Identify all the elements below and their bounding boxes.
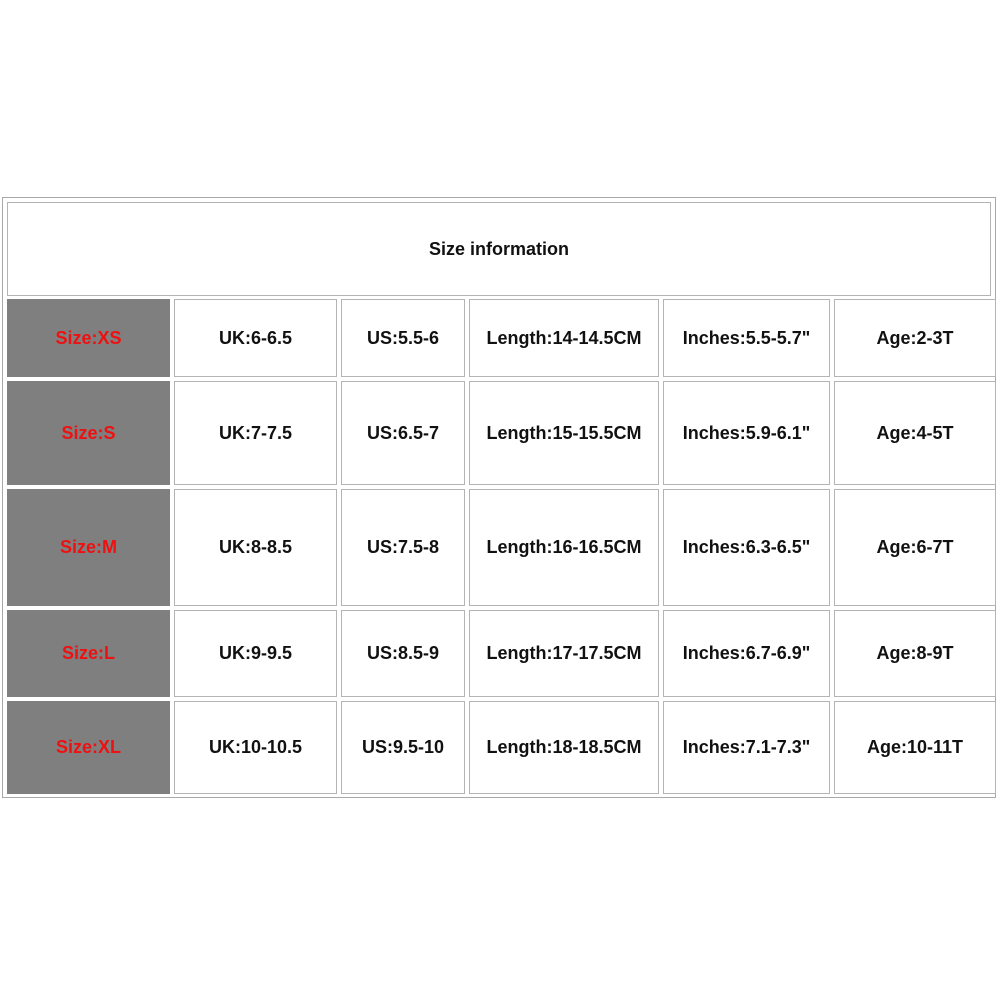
inches-xs: Inches:5.5-5.7" — [663, 299, 830, 377]
size-label-xl: Size:XL — [7, 701, 170, 794]
uk-size-s: UK:7-7.5 — [174, 381, 337, 485]
age-m: Age:6-7T — [834, 489, 996, 606]
inches-l: Inches:6.7-6.9" — [663, 610, 830, 697]
size-label-s: Size:S — [7, 381, 170, 485]
inches-s: Inches:5.9-6.1" — [663, 381, 830, 485]
table-title: Size information — [7, 202, 991, 296]
size-label-l: Size:L — [7, 610, 170, 697]
size-label-xs: Size:XS — [7, 299, 170, 377]
uk-size-m: UK:8-8.5 — [174, 489, 337, 606]
length-l: Length:17-17.5CM — [469, 610, 659, 697]
size-label-m: Size:M — [7, 489, 170, 606]
us-size-xs: US:5.5-6 — [341, 299, 465, 377]
inches-m: Inches:6.3-6.5" — [663, 489, 830, 606]
length-s: Length:15-15.5CM — [469, 381, 659, 485]
age-xl: Age:10-11T — [834, 701, 996, 794]
uk-size-xs: UK:6-6.5 — [174, 299, 337, 377]
age-s: Age:4-5T — [834, 381, 996, 485]
size-table — [2, 197, 996, 798]
uk-size-xl: UK:10-10.5 — [174, 701, 337, 794]
age-l: Age:8-9T — [834, 610, 996, 697]
length-m: Length:16-16.5CM — [469, 489, 659, 606]
age-xs: Age:2-3T — [834, 299, 996, 377]
length-xs: Length:14-14.5CM — [469, 299, 659, 377]
us-size-m: US:7.5-8 — [341, 489, 465, 606]
us-size-xl: US:9.5-10 — [341, 701, 465, 794]
inches-xl: Inches:7.1-7.3" — [663, 701, 830, 794]
uk-size-l: UK:9-9.5 — [174, 610, 337, 697]
us-size-l: US:8.5-9 — [341, 610, 465, 697]
length-xl: Length:18-18.5CM — [469, 701, 659, 794]
us-size-s: US:6.5-7 — [341, 381, 465, 485]
